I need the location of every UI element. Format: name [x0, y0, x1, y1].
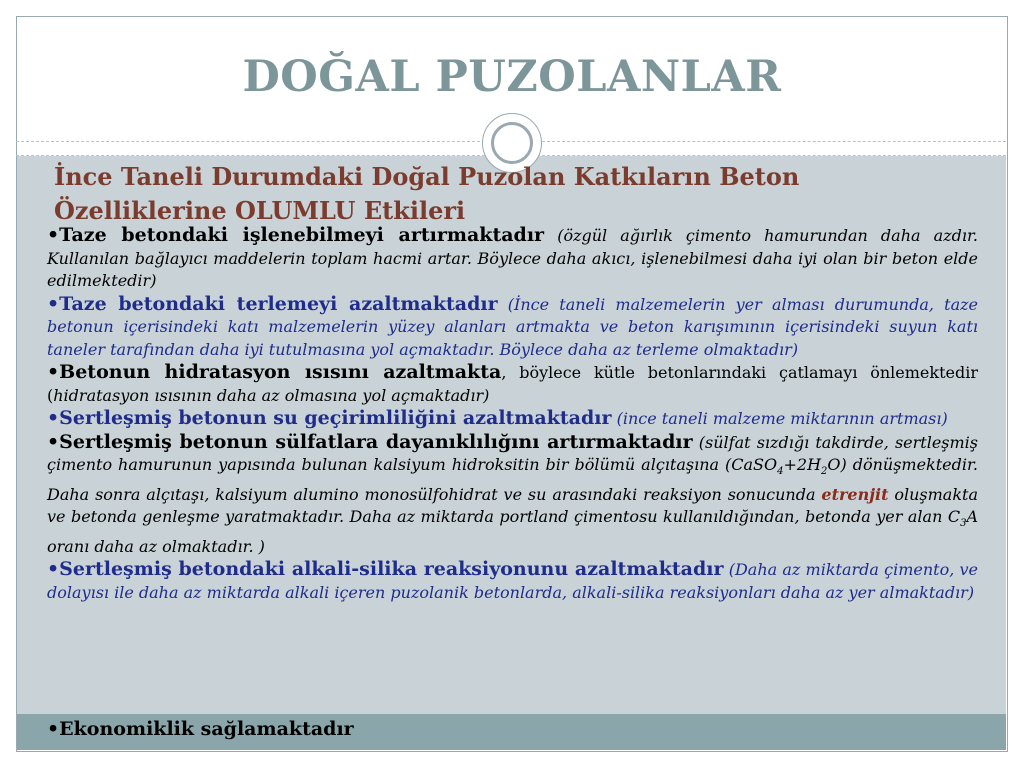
bullet-detail: , böylece kütle betonlarındaki çatlamayı önlemektedir ( — [47, 363, 979, 405]
bullet-item-7 — [47, 718, 354, 740]
bullet-detail: (Daha az miktarda çimento, ve dolayısı ile daha az miktarda alkali içeren puzolanik betonlarda, alkali-silika reaksiyonları daha az yer almaktadır) — [47, 560, 979, 602]
bullet-heading: Taze betondaki işlenebilmeyi artırmaktadır — [59, 224, 545, 246]
bullet-marker: • — [47, 292, 60, 315]
etrenjit-highlight: etrenjit — [821, 484, 889, 504]
bullet-detail-e: A oranı daha az olmaktadır. ) — [47, 507, 978, 556]
bullet-marker: • — [47, 361, 60, 383]
bullet-detail-d: oluşmakta ve betonda genleşme yaratmaktadır. Daha az miktarda portland çimentosu kullanıldığından, betonda yer alan C — [47, 484, 979, 527]
bullet-item-3 — [47, 361, 978, 407]
bullet-heading: Ekonomiklik sağlamaktadır — [59, 718, 354, 740]
bullet-item-2 — [47, 293, 978, 362]
bullet-marker: • — [47, 407, 60, 429]
bullet-heading: Sertleşmiş betonun su geçirimliliğini azaltmaktadır — [59, 407, 612, 429]
bullet-list — [47, 224, 978, 604]
subtitle-line-2: Özelliklerine OLUMLU Etkileri — [54, 196, 466, 225]
bullet-detail: (ince taneli malzeme miktarının artması) — [616, 409, 948, 428]
bullet-marker: • — [47, 430, 60, 453]
bullet-detail-c: O) dönüşmektedir. Daha sonra alçıtaşı, kalsiyum alumino monosülfohidrat ve su arasındaki reaksiyon sonucunda — [47, 455, 978, 504]
bullet-item-4 — [47, 407, 978, 431]
bullet-heading: Betonun hidratasyon ısısını azaltmakta — [59, 361, 502, 383]
circle-emblem-inner — [491, 122, 533, 164]
bullet-item-5 — [47, 431, 978, 559]
bullet-detail: (özgül ağırlık çimento hamurundan daha azdır. Kullanılan bağlayıcı maddelerin toplam hacmi artar. Böylece daha akıcı, işlenebilmesi daha iyi olan bir beton elde edilmektedir) — [47, 226, 978, 290]
bullet-marker: • — [47, 224, 60, 246]
bullet-item-6 — [47, 558, 978, 604]
slide-title: DOĞAL PUZOLANLAR — [242, 52, 782, 102]
bullet-marker: • — [47, 718, 60, 740]
bullet-heading: Sertleşmiş betondaki alkali-silika reaksiyonunu azaltmaktadır — [59, 558, 724, 581]
subtitle-line-1: İnce Taneli Durumdaki Doğal Puzolan Katkıların Beton — [54, 162, 800, 191]
subscript-2: 2 — [821, 466, 828, 478]
bullet-detail-b: +2H — [783, 455, 822, 474]
bullet-heading: Sertleşmiş betonun sülfatlara dayanıklılığını artırmaktadır — [59, 430, 693, 453]
bullet-detail-italic: hidratasyon ısısının daha az olmasına yol açmaktadır) — [53, 385, 490, 405]
bullet-marker: • — [47, 558, 60, 581]
subscript-3: 3 — [960, 518, 967, 530]
slide-subtitle — [54, 160, 954, 228]
bullet-detail: (İnce taneli malzemelerin yer alması durumunda, taze betonun içerisindeki katı malzemelerin yüzey alanları artmakta ve beton karışımının içerisindeki suyun katı taneler tarafından daha iyi tutulmasına yol açmaktadır. Böylece daha az terleme olmaktadır) — [47, 294, 979, 359]
bullet-item-1 — [47, 224, 978, 293]
subscript-4: 4 — [777, 466, 784, 478]
bullet-heading: Taze betondaki terlemeyi azaltmaktadır — [59, 292, 498, 315]
bullet-detail-a: (sülfat sızdığı takdirde, sertleşmiş çimento hamurunun yapısında bulunan kalsiyum hidroksitin bir bölümü alçıtaşına (CaSO — [47, 432, 978, 474]
